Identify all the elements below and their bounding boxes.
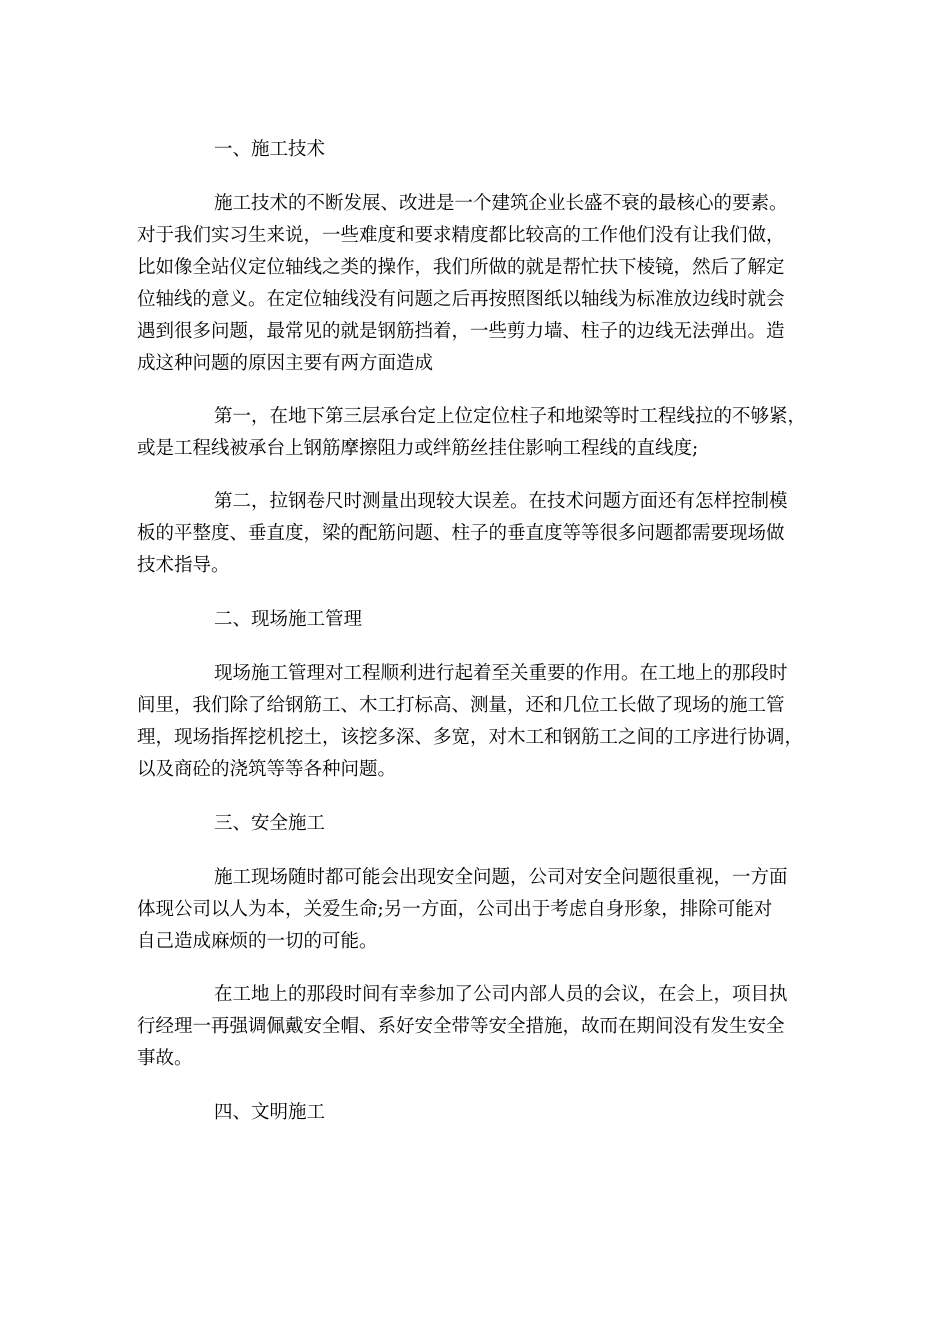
- paragraph: [137, 401, 827, 465]
- text-line: 行经理一再强调佩戴安全帽、系好安全带等安全措施，故而在期间没有发生安全: [137, 1016, 785, 1037]
- text-line: 施工现场随时都可能会出现安全问题，公司对安全问题很重视，一方面: [214, 867, 788, 888]
- text-line: 成这种问题的原因主要有两方面造成: [137, 353, 434, 374]
- text-line: 理，现场指挥挖机挖土，该挖多深、多宽，对木工和钢筋工之间的工序进行协调，: [137, 727, 804, 748]
- text-line: 体现公司以人为本，关爱生命;另一方面，公司出于考虑自身形象，排除可能对: [137, 899, 773, 920]
- text-line: 技术指导。: [137, 555, 230, 576]
- text-line: 自己造成麻烦的一切的可能。: [137, 931, 378, 952]
- text-line: 比如像全站仪定位轴线之类的操作，我们所做的就是帮忙扶下棱镜，然后了解定: [137, 257, 785, 278]
- text-line: 施工技术的不断发展、改进是一个建筑企业长盛不衰的最核心的要素。: [214, 193, 788, 214]
- text-line: 对于我们实习生来说，一些难度和要求精度都比较高的工作他们没有让我们做，: [137, 225, 785, 246]
- section-heading: 二、现场施工管理: [214, 609, 363, 630]
- paragraph: [137, 658, 827, 786]
- text-line: 现场施工管理对工程顺利进行起着至关重要的作用。在工地上的那段时: [214, 663, 788, 684]
- paragraph: [137, 979, 827, 1075]
- section-heading: 三、安全施工: [214, 813, 326, 834]
- text-line: 第二，拉钢卷尺时测量出现较大误差。在技术问题方面还有怎样控制模: [214, 491, 788, 512]
- text-line: 以及商砼的浇筑等等各种问题。: [137, 759, 397, 780]
- section-heading: 一、施工技术: [214, 139, 326, 160]
- text-line: 在工地上的那段时间有幸参加了公司内部人员的会议，在会上，项目执: [214, 984, 788, 1005]
- text-line: 间里，我们除了给钢筋工、木工打标高、测量，还和几位工长做了现场的施工管: [137, 695, 785, 716]
- section-heading: 四、文明施工: [214, 1102, 326, 1123]
- text-line: 位轴线的意义。在定位轴线没有问题之后再按照图纸以轴线为标准放边线时就会: [137, 289, 785, 310]
- text-line: 板的平整度、垂直度，梁的配筋问题、柱子的垂直度等等很多问题都需要现场做: [137, 523, 785, 544]
- paragraph: [137, 188, 827, 380]
- text-line: 事故。: [137, 1048, 193, 1069]
- document-body: [137, 133, 827, 1130]
- text-line: 遇到很多问题，最常见的就是钢筋挡着，一些剪力墙、柱子的边线无法弹出。造: [137, 321, 785, 342]
- text-line: 或是工程线被承台上钢筋摩擦阻力或绊筋丝挂住影响工程线的直线度;: [137, 438, 699, 459]
- text-line: 第一，在地下第三层承台定上位定位柱子和地梁等时工程线拉的不够紧，: [214, 406, 807, 427]
- paragraph: [137, 862, 827, 958]
- paragraph: [137, 486, 827, 582]
